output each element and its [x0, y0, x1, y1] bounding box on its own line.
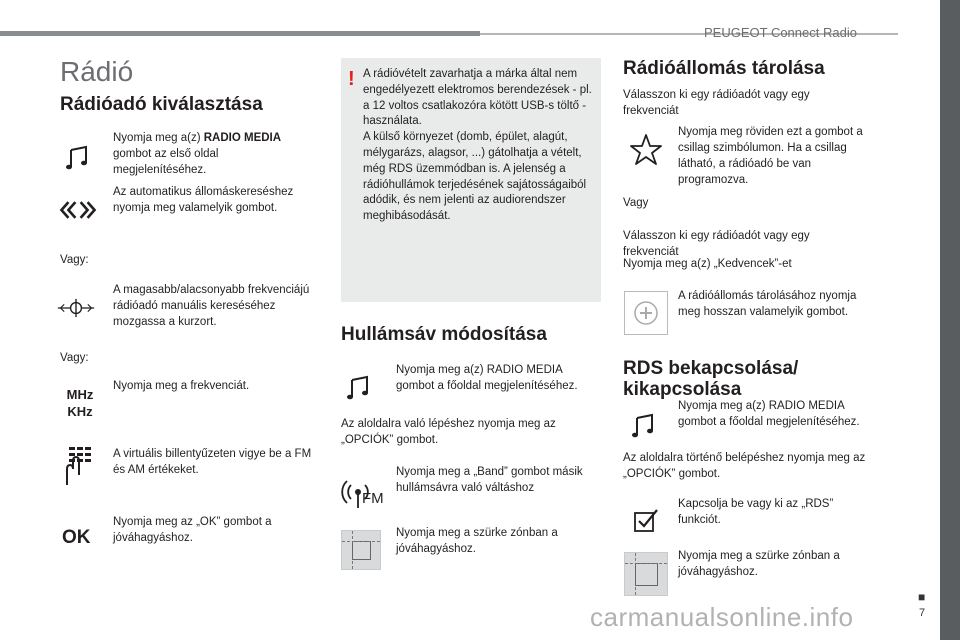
col1-item1: Nyomja meg a(z) RADIO MEDIA gombot az első oldal megjelenítéséhez. — [113, 132, 282, 176]
col1-item2: Az automatikus állomáskereséshez nyomja meg valamelyik gombot. — [113, 186, 294, 214]
music-note-icon — [58, 138, 98, 178]
warning-text: A rádióvételt zavarhatja a márka által nem engedélyezett elektromos berendezések - pl. a 12 voltos csatlakozóra kötött USB-s töltő -használata. A külső környezet (domb, épület, alagút, mélygarázs, alagsor, ...) gátolhatja a vételt, még RDS üzemmódban is. A jelenség a rádióhullámok terjedésének sajátosságaiból adódik, és nem jelenti az audiorendszer meghibásodását. — [363, 68, 592, 223]
side-bar — [940, 0, 960, 640]
keypad-icon — [58, 446, 98, 486]
vagy-label-3: Vagy — [623, 197, 649, 209]
col3-item3: Nyomja meg a(z) RADIO MEDIA gombot a főoldal megjelenítéséhez. — [678, 400, 860, 428]
page-number: 7 — [919, 607, 926, 619]
col3-para1: Válasszon ki egy rádióadót vagy egy frekvenciát — [623, 89, 810, 117]
col1-item3: A magasabb/alacsonyabb frekvenciájú rádióadó manuális kereséséhez mozgassa a kurzort. — [113, 284, 310, 328]
gray-zone-icon — [341, 530, 381, 570]
col3-para2: Válasszon ki egy rádióadót vagy egy frekvenciát — [623, 230, 810, 258]
add-favorite-icon — [624, 291, 668, 335]
header-bar — [0, 31, 480, 36]
ok-icon: OK — [62, 527, 91, 548]
header-title: PEUGEOT Connect Radio — [704, 25, 857, 40]
star-icon — [626, 130, 666, 170]
col3-item2: A rádióállomás tárolásához nyomja meg hosszan valamelyik gombot. — [678, 290, 857, 318]
music-note-icon — [624, 406, 664, 446]
vagy-label-1: Vagy: — [60, 254, 89, 266]
col2-item2: Nyomja meg a „Band” gombot másik hullámsávra való váltáshoz — [396, 466, 583, 494]
fm-band-icon: FM — [340, 472, 384, 512]
col2-para: Az aloldalra való lépéshez nyomja meg az „OPCIÓK” gombot. — [341, 418, 556, 446]
col2-item3: Nyomja meg a szürke zónban a jóváhagyáshoz. — [396, 527, 558, 555]
heading-station-select: Rádióadó kiválasztása — [60, 94, 263, 115]
col3-item1: Nyomja meg röviden ezt a gombot a csillag szimbólumon. Ha a csillag látható, a rádióadó be van programozva. — [678, 126, 863, 186]
vagy-label-2: Vagy: — [60, 352, 89, 364]
col2-item1: Nyomja meg a(z) RADIO MEDIA gombot a főoldal megjelenítéséhez. — [396, 364, 578, 392]
gray-zone-icon — [624, 552, 668, 596]
col1-item4: Nyomja meg a frekvenciát. — [113, 380, 250, 392]
col1-item6: Nyomja meg az „OK” gombot a jóváhagyáshoz. — [113, 516, 272, 544]
heading-rds: RDS bekapcsolása/ kikapcsolása — [623, 358, 799, 400]
checkbox-icon — [626, 500, 666, 540]
page-dot: ■ — [918, 590, 926, 604]
slider-cursor-icon — [56, 288, 96, 328]
col3-item4: Kapcsolja be vagy ki az „RDS” funkciót. — [678, 498, 834, 526]
heading-store: Rádióállomás tárolása — [623, 58, 825, 79]
col3-item5: Nyomja meg a szürke zónban a jóváhagyáshoz. — [678, 550, 840, 578]
seek-arrows-icon — [58, 190, 98, 230]
col3-para3: Nyomja meg a(z) „Kedvencek”-et — [623, 258, 792, 270]
section-title: Rádió — [60, 56, 134, 87]
col3-para4: Az aloldalra történő belépéshez nyomja meg az „OPCIÓK” gombot. — [623, 452, 866, 480]
heading-band: Hullámsáv módosítása — [341, 324, 547, 345]
warning-icon: ! — [348, 68, 355, 90]
music-note-icon — [339, 368, 379, 408]
watermark: carmanualsonline.info — [590, 602, 854, 632]
col1-item5: A virtuális billentyűzeten vigye be a FM és AM értékeket. — [113, 448, 312, 476]
mhz-khz-icon: MHz KHz — [66, 387, 94, 419]
